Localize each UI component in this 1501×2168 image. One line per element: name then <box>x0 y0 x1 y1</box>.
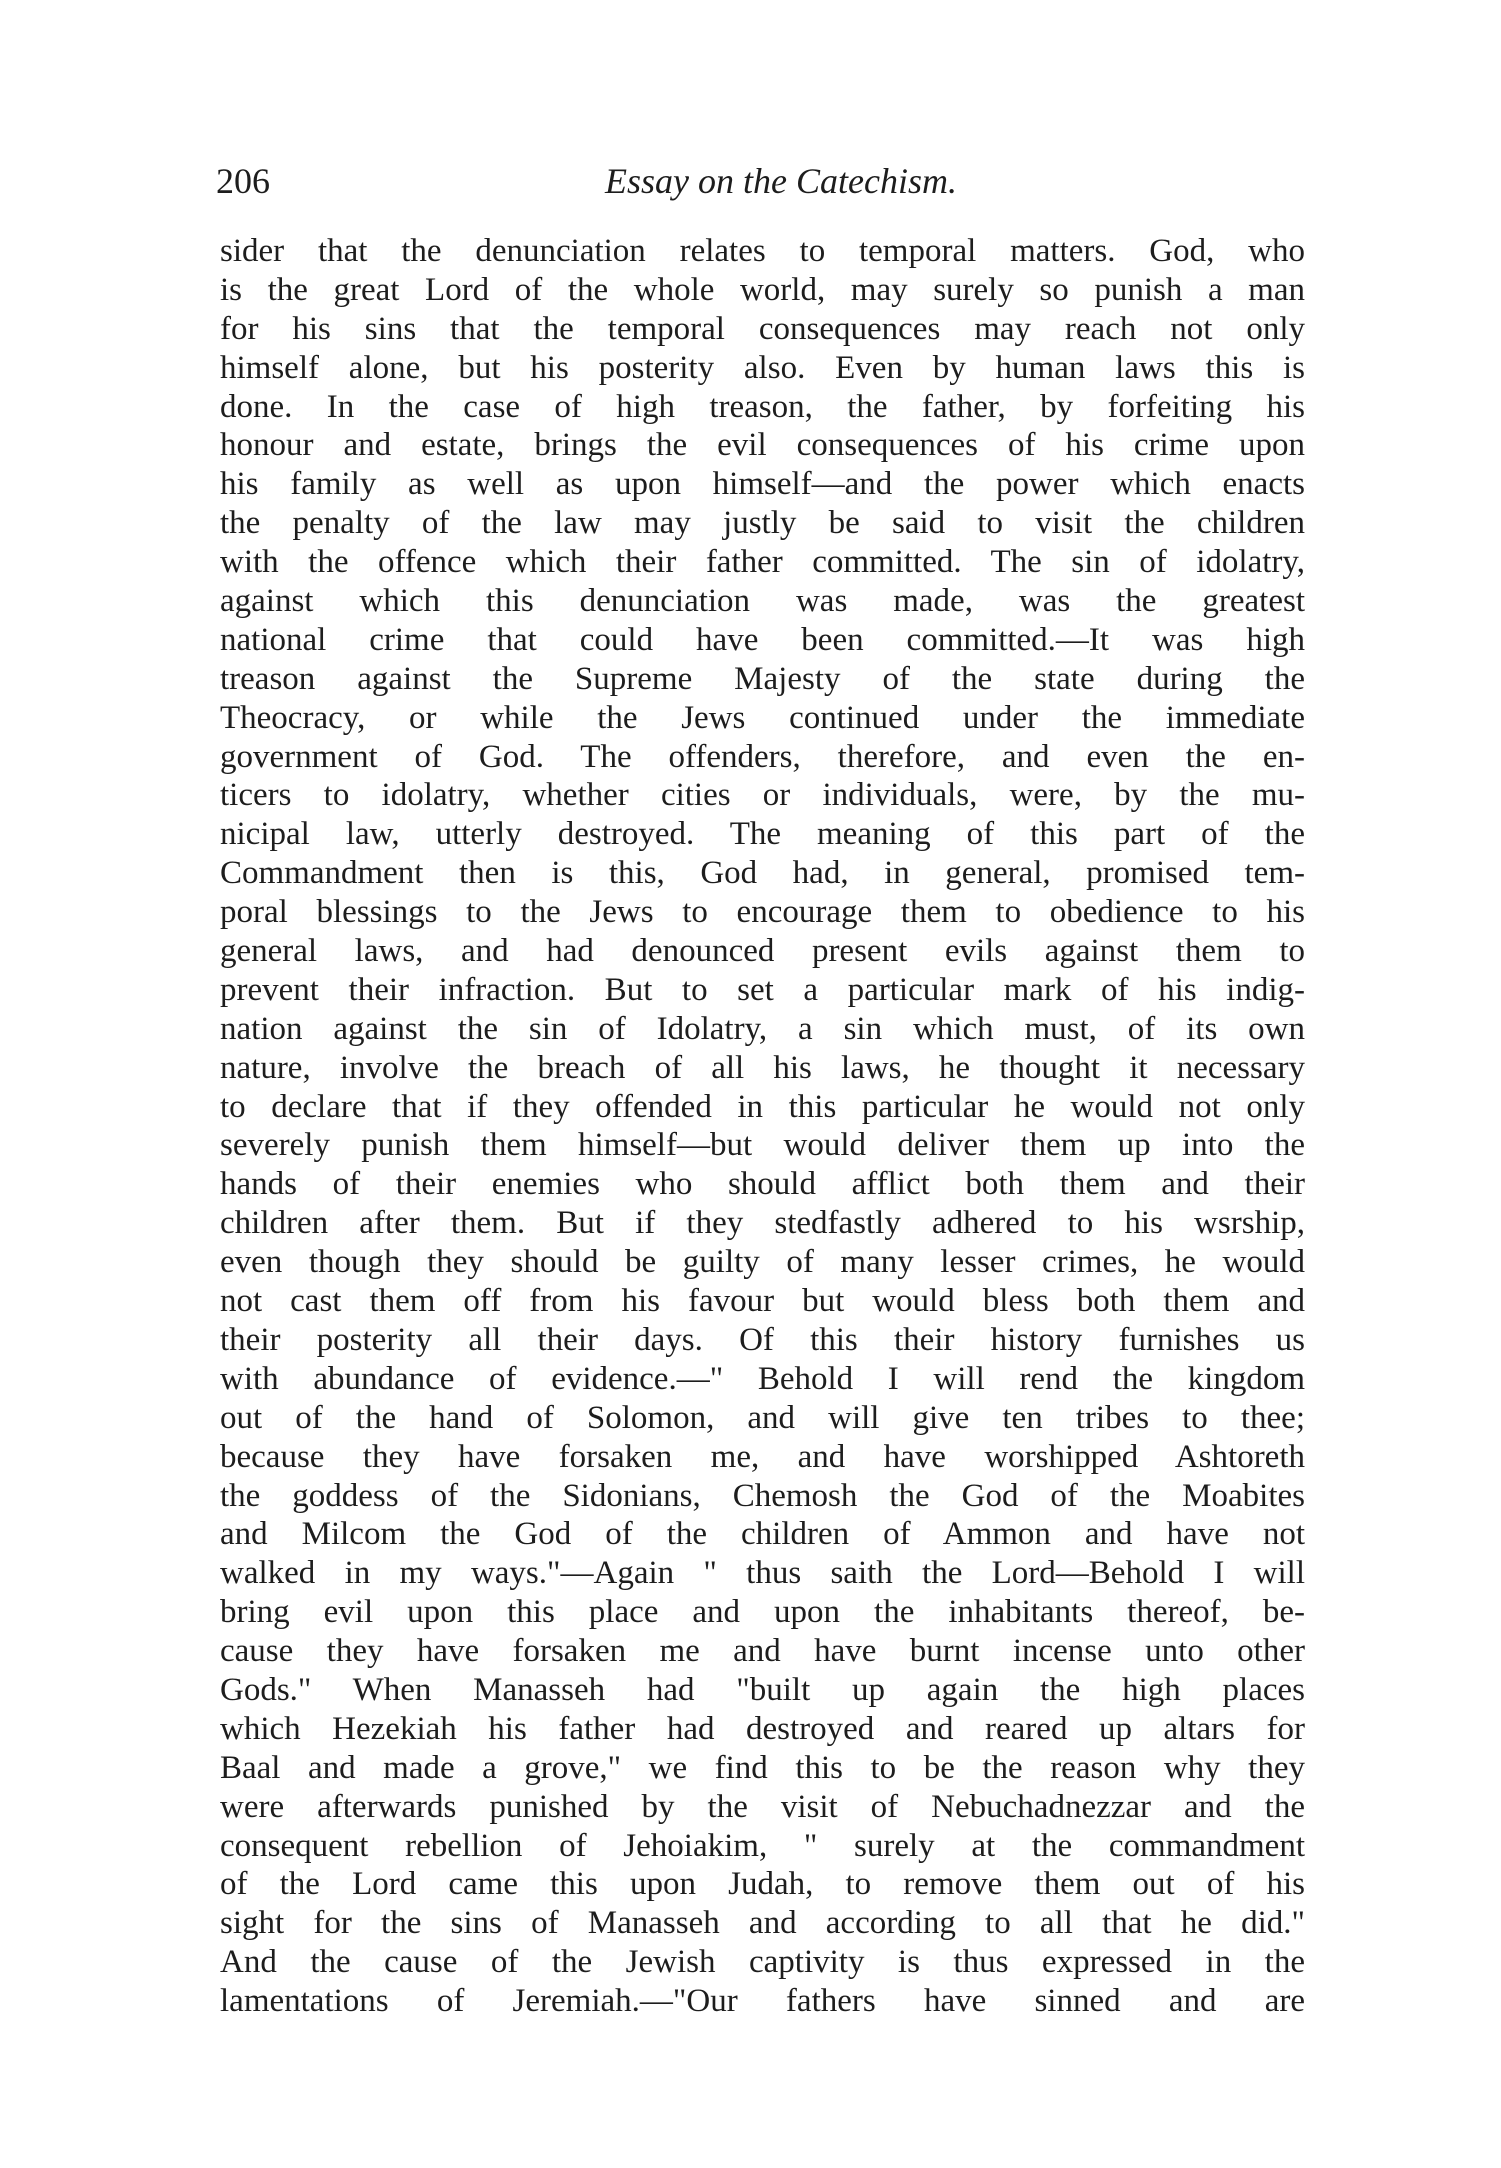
text-line: done. In the case of high treason, the father, by forfeiting his <box>220 388 1305 425</box>
running-head: Essay on the Catechism. <box>605 161 957 201</box>
text-line: Gods." When Manasseh had "built up again the high places <box>220 1671 1305 1708</box>
text-line: severely punish them himself—but would deliver them up into the <box>220 1127 1305 1164</box>
text-line: for his sins that the temporal consequences may reach not only <box>220 310 1305 347</box>
text-line: walked in my ways."—Again " thus saith the Lord—Behold I will <box>220 1555 1305 1592</box>
text-line: nation against the sin of Idolatry, a sin which must, of its own <box>220 1010 1305 1047</box>
text-line: Baal and made a grove," we find this to be the reason why they <box>220 1749 1305 1786</box>
text-line: nature, involve the breach of all his laws, he thought it necessary <box>220 1049 1305 1086</box>
text-line: against which this denunciation was made, was the greatest <box>220 583 1305 620</box>
text-line: ticers to idolatry, whether cities or individuals, were, by the mu- <box>220 777 1305 814</box>
page-number: 206 <box>216 161 270 201</box>
text-line: to declare that if they offended in this particular he would not only <box>220 1088 1305 1125</box>
text-line: with the offence which their father committed. The sin of idolatry, <box>220 544 1305 581</box>
text-line: his family as well as upon himself—and the power which enacts <box>220 466 1305 503</box>
text-line: not cast them off from his favour but would bless both them and <box>220 1283 1305 1320</box>
text-line: with abundance of evidence.—" Behold I will rend the kingdom <box>220 1360 1305 1397</box>
text-line: And the cause of the Jewish captivity is thus expressed in the <box>220 1944 1305 1981</box>
text-line: bring evil upon this place and upon the inhabitants thereof, be- <box>220 1594 1305 1631</box>
text-line: general laws, and had denounced present evils against them to <box>220 933 1305 970</box>
text-line: out of the hand of Solomon, and will give ten tribes to thee; <box>220 1399 1305 1436</box>
text-line: hands of their enemies who should afflict both them and their <box>220 1166 1305 1203</box>
text-line: Commandment then is this, God had, in general, promised tem- <box>220 855 1305 892</box>
text-line: were afterwards punished by the visit of Nebuchadnezzar and the <box>220 1788 1305 1825</box>
text-line: Theocracy, or while the Jews continued under the immediate <box>220 699 1305 736</box>
text-line: consequent rebellion of Jehoiakim, " surely at the commandment <box>220 1827 1305 1864</box>
text-line: government of God. The offenders, therefore, and even the en- <box>220 738 1305 775</box>
text-line: is the great Lord of the whole world, may surely so punish a man <box>220 271 1305 308</box>
text-line: sight for the sins of Manasseh and according to all that he did." <box>220 1905 1305 1942</box>
text-line: honour and estate, brings the evil consequences of his crime upon <box>220 427 1305 464</box>
text-line: poral blessings to the Jews to encourage them to obedience to his <box>220 894 1305 931</box>
body-text <box>220 232 1305 2021</box>
text-line: treason against the Supreme Majesty of the state during the <box>220 660 1305 697</box>
text-line: their posterity all their days. Of this their history furnishes us <box>220 1321 1305 1358</box>
text-line: the penalty of the law may justly be said to visit the children <box>220 505 1305 542</box>
text-line: sider that the denunciation relates to temporal matters. God, who <box>220 233 1305 269</box>
text-line: national crime that could have been committed.—It was high <box>220 621 1305 658</box>
text-line: himself alone, but his posterity also. Even by human laws this is <box>220 349 1305 386</box>
text-line: prevent their infraction. But to set a particular mark of his indig- <box>220 971 1305 1008</box>
text-line: nicipal law, utterly destroyed. The meaning of this part of the <box>220 816 1305 853</box>
text-line: cause they have forsaken me and have burnt incense unto other <box>220 1633 1305 1670</box>
text-line: children after them. But if they stedfastly adhered to his wsrship, <box>220 1205 1305 1242</box>
text-line: even though they should be guilty of many lesser crimes, he would <box>220 1244 1305 1281</box>
text-line: the goddess of the Sidonians, Chemosh the God of the Moabites <box>220 1477 1305 1514</box>
page-header <box>216 160 1306 210</box>
text-line: lamentations of Jeremiah.—"Our fathers have sinned and are <box>220 1983 1305 2020</box>
text-line: of the Lord came this upon Judah, to remove them out of his <box>220 1866 1305 1903</box>
text-line: and Milcom the God of the children of Ammon and have not <box>220 1516 1305 1553</box>
text-line: because they have forsaken me, and have worshipped Ashtoreth <box>220 1438 1305 1475</box>
text-line: which Hezekiah his father had destroyed and reared up altars for <box>220 1710 1305 1747</box>
